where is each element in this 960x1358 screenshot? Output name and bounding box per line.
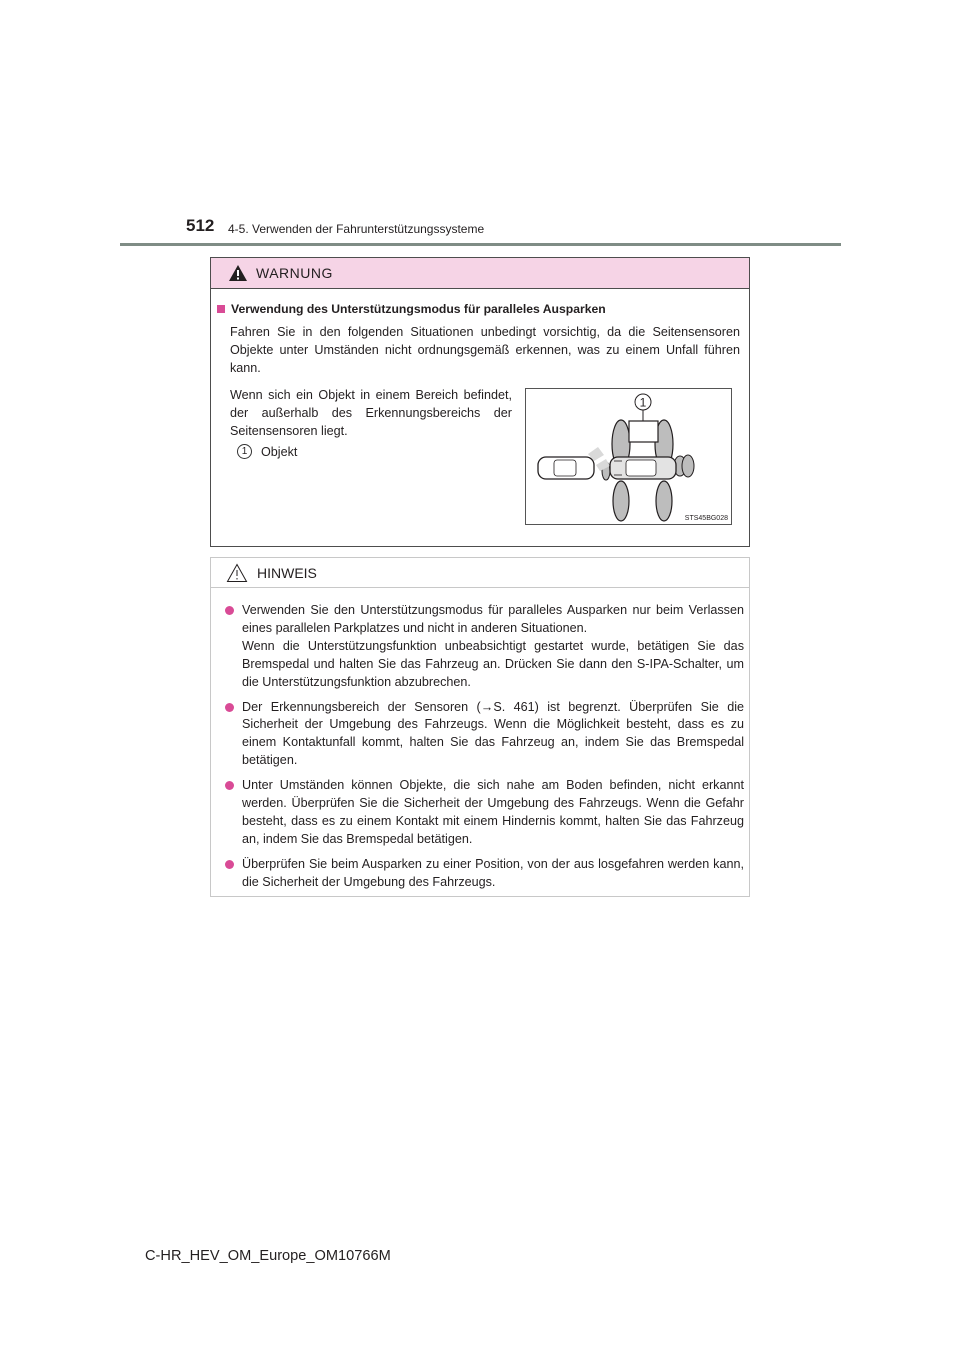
warning-triangle-icon bbox=[228, 264, 248, 282]
note-header bbox=[211, 558, 749, 588]
header-rule bbox=[120, 243, 841, 246]
list-item-text: Wenn die Unterstützungsfunktion unbeabsichtigt gestartet wurde, betätigen Sie das Bremspedal und halten Sie das Fahrzeug an. Drücken Sie dann den S-IPA-Schalter, um die Unterstützungsfunktion abzubrechen. bbox=[242, 638, 744, 689]
section-title: 4-5. Verwenden der Fahrunterstützungssysteme bbox=[228, 222, 485, 236]
figure-callout: 1 bbox=[639, 395, 647, 410]
footer-doc-id: C-HR_HEV_OM_Europe_OM10766M bbox=[145, 1248, 391, 1264]
legend-number: 1 bbox=[237, 444, 252, 459]
list-item bbox=[225, 856, 744, 892]
figure-code: STS45BG028 bbox=[684, 515, 728, 522]
warning-title: WARNUNG bbox=[256, 265, 333, 281]
page-number: 512 bbox=[186, 216, 215, 235]
note-list bbox=[225, 602, 744, 899]
list-item-text: Der Erkennungsbereich der Sensoren (→S. 461) ist begrenzt. Überprüfen Sie die Sicherheit der Umgebung des Fahrzeugs. Wenn die Möglichkeit besteht, dass es zu einem Kontaktunfall kommt, halten Sie das Fahrzeug an, indem Sie das Bremspedal betätigen. bbox=[242, 699, 744, 768]
legend-label: Objekt bbox=[261, 444, 298, 459]
list-item-text: Verwenden Sie den Unterstützungsmodus für paralleles Ausparken nur beim Verlassen eines parallelen Parkplatzes und nicht in anderen Situationen. bbox=[242, 603, 744, 635]
square-bullet-icon bbox=[217, 305, 225, 313]
bullet-icon bbox=[225, 606, 234, 615]
bullet-icon bbox=[225, 860, 234, 869]
list-item-text: Überprüfen Sie beim Ausparken zu einer Position, von der aus losgefahren werden kann, die Sicherheit der Umgebung des Fahrzeugs. bbox=[242, 856, 744, 889]
caution-triangle-icon bbox=[226, 563, 248, 583]
bullet-icon bbox=[225, 781, 234, 790]
bullet-icon bbox=[225, 703, 234, 712]
warning-header bbox=[211, 258, 749, 289]
list-item bbox=[225, 699, 744, 771]
warning-box bbox=[210, 257, 750, 547]
parking-illustration bbox=[526, 389, 731, 524]
note-title: HINWEIS bbox=[257, 564, 317, 581]
note-box bbox=[210, 557, 750, 897]
warning-item-text: Wenn sich ein Objekt in einem Bereich befindet, der außerhalb des Erkennungsbereichs der Seitensensoren liegt. bbox=[230, 388, 512, 438]
parking-figure bbox=[525, 388, 732, 525]
warning-subheading bbox=[217, 302, 606, 316]
list-item-text: Unter Umständen können Objekte, die sich nahe am Boden befinden, nicht erkannt werden. Überprüfen Sie die Sicherheit der Umgebung des Fahrzeugs. Wenn die Gefahr besteht, dass es zu einem Kontakt mit einem Hindernis kommt, halten Sie das Fahrzeug an, indem Sie das Bremspedal betätigen. bbox=[242, 778, 744, 846]
warning-text: Fahren Sie in den folgenden Situationen unbedingt vorsichtig, da die Seitensensoren Objekte unter Umständen nicht ordnungsgemäß erkennen, was zu einem Unfall führen kann. bbox=[230, 325, 740, 375]
list-item bbox=[225, 777, 744, 849]
list-item bbox=[225, 602, 744, 692]
figure-legend bbox=[237, 444, 297, 459]
warning-subheading-text: Verwendung des Unterstützungsmodus für paralleles Ausparken bbox=[231, 302, 606, 316]
